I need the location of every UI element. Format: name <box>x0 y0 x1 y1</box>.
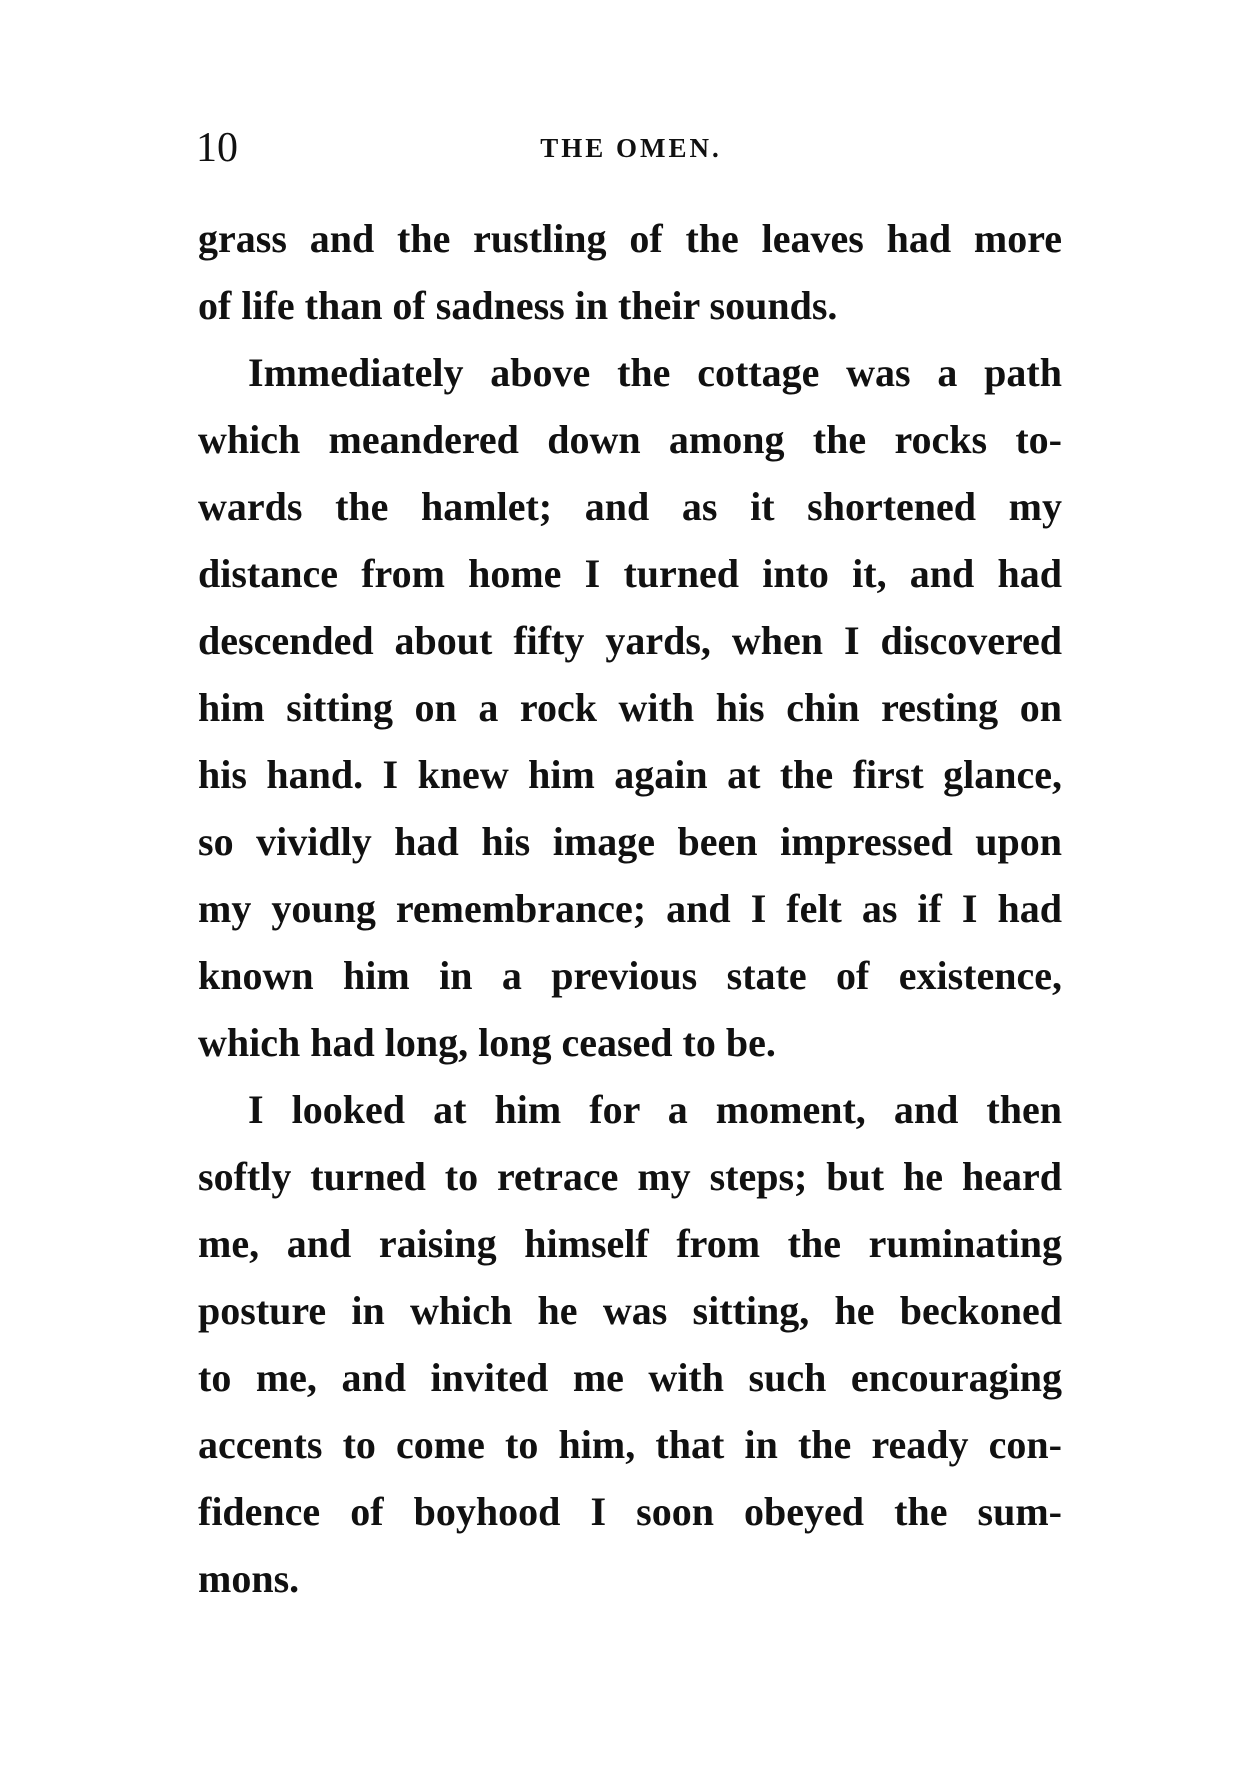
text-line: I looked at him for a moment, and then <box>248 1087 1062 1132</box>
text-line: grass and the rustling of the leaves had more <box>198 216 1062 261</box>
text-line: softly turned to retrace my steps; but he heard <box>198 1154 1062 1199</box>
text-line: which meandered down among the rocks to- <box>198 417 1062 462</box>
text-line: accents to come to him, that in the ready con- <box>198 1422 1062 1467</box>
text-line: known him in a previous state of existence, <box>198 953 1062 998</box>
page-number: 10 <box>196 125 238 171</box>
text-line: descended about fifty yards, when I discovered <box>198 618 1062 663</box>
text-line: which had long, long ceased to be. <box>198 1020 776 1065</box>
text-line: Immediately above the cottage was a path <box>248 350 1062 395</box>
text-line: me, and raising himself from the ruminating <box>198 1221 1062 1266</box>
body-text <box>198 205 1062 1612</box>
text-line: my young remembrance; and I felt as if I had <box>198 886 1062 931</box>
text-line: so vividly had his image been impressed upon <box>198 819 1062 864</box>
text-line: to me, and invited me with such encouraging <box>198 1355 1062 1400</box>
text-line: fidence of boyhood I soon obeyed the sum- <box>198 1489 1062 1534</box>
text-line: of life than of sadness in their sounds. <box>198 283 838 328</box>
text-line: wards the hamlet; and as it shortened my <box>198 484 1062 529</box>
text-line: him sitting on a rock with his chin resting on <box>198 685 1062 730</box>
text-line: distance from home I turned into it, and had <box>198 551 1062 596</box>
running-title: THE OMEN. <box>540 133 722 163</box>
text-line: mons. <box>198 1556 300 1601</box>
text-line: his hand. I knew him again at the first glance, <box>198 752 1062 797</box>
text-line: posture in which he was sitting, he beckoned <box>198 1288 1062 1333</box>
page-header <box>196 118 1060 178</box>
